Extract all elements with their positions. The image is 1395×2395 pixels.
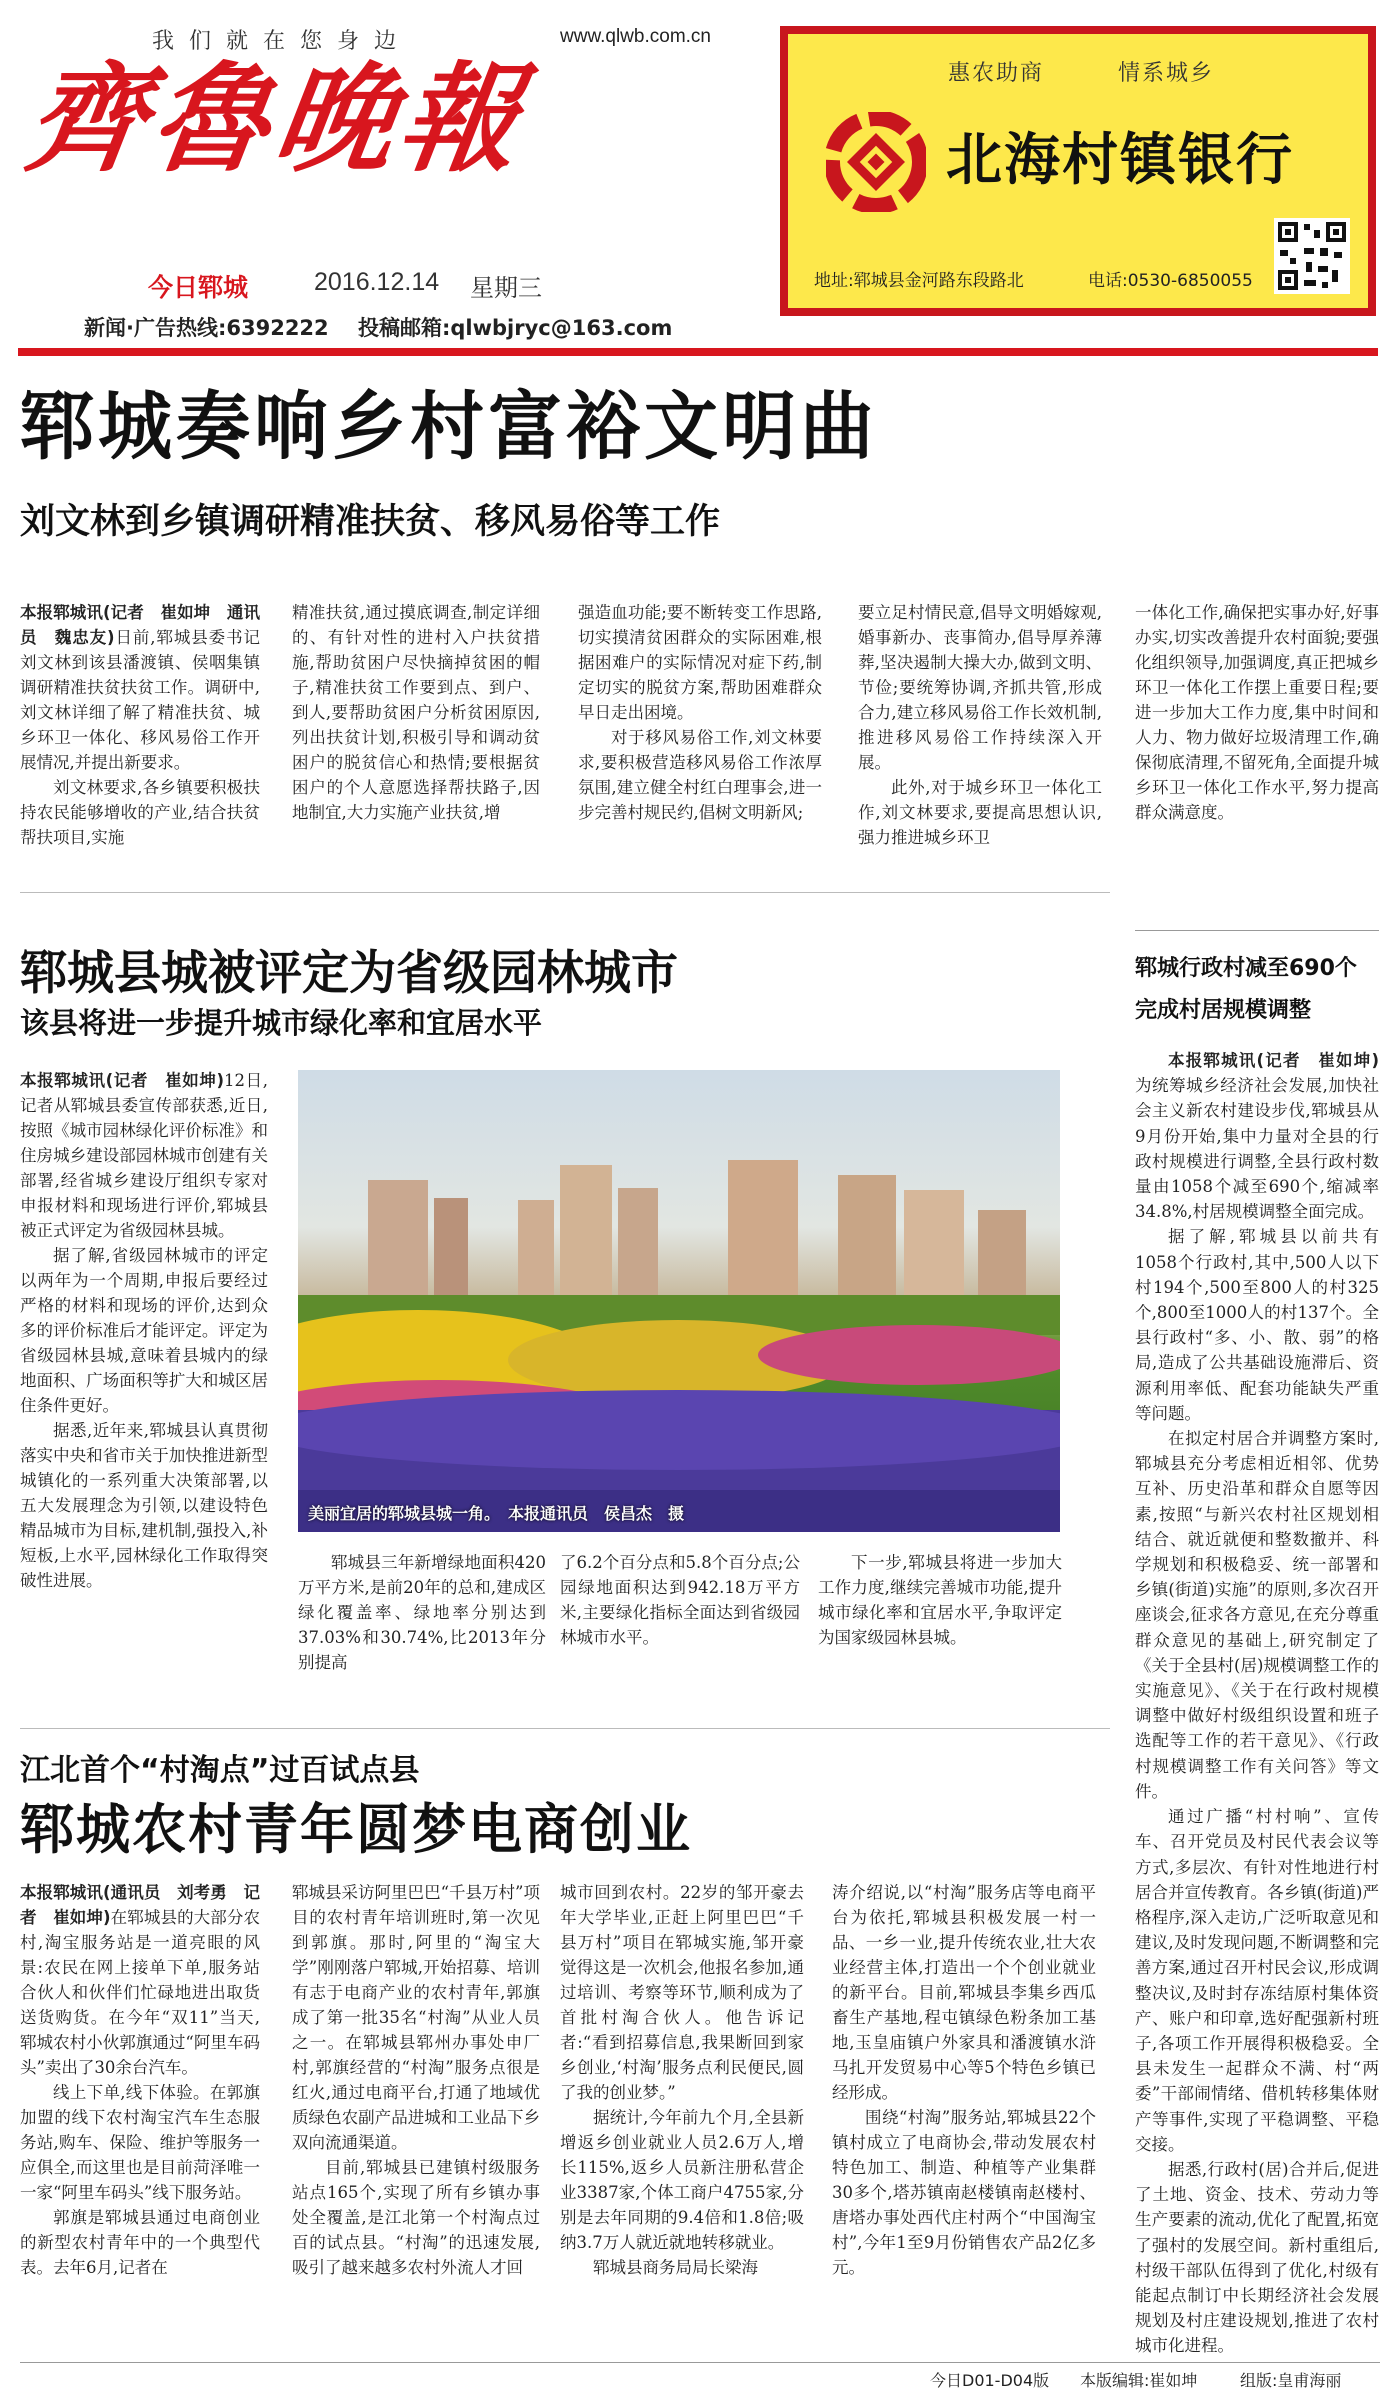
ad-address: 地址:郓城县金河路东段路北 — [814, 271, 1024, 291]
garden-subhead: 该县将进一步提升城市绿化率和宜居水平 — [20, 1006, 543, 1040]
footer-editor: 本版编辑:崔如坤 — [1080, 2371, 1198, 2390]
issue-date: 2016.12.14 — [314, 268, 440, 296]
bank-name: 北海村镇银行 — [946, 128, 1294, 193]
lead-col-3 — [578, 600, 822, 870]
ecommerce-text: 郓城县商务局局长梁海 — [593, 2258, 758, 2277]
ecommerce-byline: 本报郓城讯(通讯员 刘考勇 记者 崔如坤) — [20, 1883, 260, 1927]
ecommerce-text: 城市回到农村。22岁的邹开豪去年大学毕业,正赶上阿里巴巴“千县万村”项目在郓城实施,邹开豪觉得这是一次机会,他报名参加,通过培训、考察等环节,顺利成为了首批村淘合伙人。他告诉记者:“看到招募信息,我果断回到家乡创业,‘村淘’服务点利民便民,圆了我的创业梦。” — [560, 1883, 804, 2102]
news-hotline: 新闻·广告热线:6392222 — [84, 316, 329, 340]
garden-col-4 — [818, 1550, 1062, 1700]
ecommerce-col-4 — [832, 1880, 1096, 2352]
qr-code-icon[interactable] — [1274, 218, 1350, 294]
lead-subhead: 刘文林到乡镇调研精准扶贫、移风易俗等工作 — [20, 502, 721, 542]
garden-text: 据悉,近年来,郓城县认真贯彻落实中央和省市关于加快推进新型城镇化的一系列重大决策部署,以五大发展理念为引领,以建设特色精品城市为目标,建机制,强投入,补短板,上水平,园林绿化工作取得突破性进展。 — [20, 1421, 268, 1590]
sidebar-text: 据了解,郓城县以前共有1058个行政村,其中,500人以下村194个,500至800人的村325个,800至1000人的村137个。全县行政村“多、小、散、弱”的格局,造成了公共基础设施滞后、资源利用率低、配套功能缺失严重等问题。 — [1135, 1227, 1379, 1423]
lead-text: 此外,对于城乡环卫一体化工作,刘文林要求,要提高思想认识,强力推进城乡环卫 — [858, 778, 1102, 847]
garden-col-2 — [298, 1550, 546, 1700]
ecommerce-text: 线上下单,线下体验。在郭旗加盟的线下农村淘宝汽车生态服务站,购车、保险、维护等服务一应俱全,而这里也是目前菏泽唯一一家“阿里车码头”线下服务站。 — [20, 2083, 260, 2202]
footer-layout: 组版:皇甫海丽 — [1240, 2371, 1342, 2390]
sidebar-text: 通过广播“村村响”、宣传车、召开党员及村民代表会议等方式,多层次、有针对性地进行村居合并宣传教育。各乡镇(街道)严格程序,深入走访,广泛听取意见和建议,及时发现问题,不断调整和完善方案,通过召开村民会议,形成调整决议,及时封存冻结原村集体资产、账户和印章,选好配强新村班子,各项工作开展得积极稳妥。全县未发生一起群众不满、村“两委”干部闹情绪、借机转移集体财产等事件,实现了平稳调整、平稳交接。 — [1135, 1807, 1379, 2154]
ad-phone: 电话:0530-6850055 — [1088, 271, 1253, 291]
ecommerce-text: 据统计,今年前九个月,全县新增返乡创业就业人员2.6万人,增长115%,返乡人员新注册私营企业3387家,个体工商户4755家,分别是去年同期的9.4倍和1.8倍;吸纳3.7万人就近就地转移就业。 — [560, 2108, 804, 2252]
ecommerce-text: 郓城县采访阿里巴巴“千县万村”项目的农村青年培训班时,第一次见到郭旗。那时,阿里的“淘宝大学”刚刚落户郓城,开始招募、培训有志于电商产业的农村青年,郭旗成了第一批35名“村淘”从业人员之一。在郓城县郓州办事处申厂村,郭旗经营的“村淘”服务点很是红火,通过电商平台,打通了地域优质绿色农副产品进城和工业品下乡双向流通渠道。 — [292, 1883, 540, 2152]
ad-slogan-left: 惠农助商 — [948, 61, 1045, 86]
ecommerce-kicker: 江北首个“村淘点”过百试点县 — [20, 1753, 420, 1788]
masthead-website[interactable]: www.qlwb.com.cn — [560, 26, 711, 47]
lead-text: 日前,郓城县委书记刘文林到该县潘渡镇、侯咽集镇调研精准扶贫扶贫工作。调研中,刘文林详细了解了精准扶贫、城乡环卫一体化、移风易俗工作开展情况,并提出新要求。 — [20, 628, 260, 772]
lead-text: 强造血功能;要不断转变工作思路,切实摸清贫困群众的实际困难,根据困难户的实际情况对症下药,制定切实的脱贫方案,帮助困难群众早日走出困境。 — [578, 603, 822, 722]
section-divider — [20, 1728, 1110, 1729]
lead-col-1 — [20, 600, 260, 870]
ecommerce-text: 目前,郓城县已建镇村级服务站点165个,实现了所有乡镇办事处全覆盖,是江北第一个村淘点过百的试点县。“村淘”的迅速发展,吸引了越来越多农村外流人才回 — [292, 2158, 540, 2277]
ecommerce-col-1 — [20, 1880, 260, 2352]
garden-col-3 — [560, 1550, 800, 1700]
lead-col-2 — [292, 600, 540, 870]
lead-byline: 本报郓城讯(记者 崔如坤 通讯员 魏忠友) — [20, 603, 260, 647]
photo-caption: 美丽宜居的郓城县城一角。 本报通讯员 侯昌杰 摄 — [308, 1504, 685, 1523]
sidebar-text: 在拟定村居合并调整方案时,郓城县充分考虑相近相邻、优势互补、历史沿革和群众自愿等因素,按照“与新兴农村社区规划相结合、就近就便和整数撤并、科学规划和积极稳妥、统一部署和乡镇(街道)实施”的原则,多次召开座谈会,征求各方意见,在充分尊重群众意见的基础上,研究制定了《关于全县村(居)规模调整工作的实施意见》、《关于在行政村规模调整中做好村级组织设置和班子选配等工作的若干意见》、《行政村规模调整工作有关问答》等文件。 — [1135, 1429, 1379, 1801]
submission-email[interactable]: 投稿邮箱:qlwbjryc@163.com — [358, 316, 673, 340]
garden-col-1 — [20, 1068, 268, 1698]
ad-slogan-right: 情系城乡 — [1118, 61, 1215, 86]
footer-rule — [20, 2362, 1380, 2363]
city-photo[interactable] — [298, 1070, 1060, 1532]
garden-text: 下一步,郓城县将进一步加大工作力度,继续完善城市功能,提升城市绿化率和宜居水平,争取评定为国家级园林县城。 — [818, 1553, 1062, 1647]
ecommerce-text: 在郓城县的大部分农村,淘宝服务站是一道亮眼的风景:农民在网上接单下单,服务站合伙人和伙伴们忙碌地进出取货送货购货。在今年“双11”当天,郓城农村小伙郭旗通过“阿里车码头”卖出了30余台汽车。 — [20, 1908, 260, 2077]
garden-text: 12日,记者从郓城县委宣传部获悉,近日,按照《城市园林绿化评价标准》和住房城乡建设部园林城市创建有关部署,经省城乡建设厅组织专家对申报材料和现场进行评价,郓城县被正式评定为省级园林县城。 — [20, 1071, 268, 1240]
ecommerce-col-3 — [560, 1880, 804, 2352]
masthead-slogan: 我们就在您身边 — [152, 29, 412, 54]
city-photo-drawing — [298, 1070, 1060, 1532]
garden-byline: 本报郓城讯(记者 崔如坤) — [20, 1071, 225, 1090]
bank-logo-icon — [826, 112, 926, 212]
ecommerce-text: 围绕“村淘”服务站,郓城县22个镇村成立了电商协会,带动发展农村特色加工、制造、种植等产业集群30多个,塔苏镇南赵楼镇南赵楼村、唐塔办事处西代庄村两个“中国淘宝村”,今年1至9月份销售农产品2亿多元。 — [832, 2108, 1096, 2277]
garden-text: 了6.2个百分点和5.8个百分点;公园绿地面积达到942.18万平方米,主要绿化指标全面达到省级园林城市水平。 — [560, 1553, 800, 1647]
bank-ad-inner — [788, 34, 1368, 308]
lead-col-4 — [858, 600, 1102, 870]
garden-text: 郓城县三年新增绿地面积420万平方米,是前20年的总和,建成区绿化覆盖率、绿地率分别达到37.03%和30.74%,比2013年分别提高 — [298, 1553, 546, 1672]
ecommerce-col-2 — [292, 1880, 540, 2352]
ecommerce-headline: 郓城农村青年圆梦电商创业 — [20, 1798, 692, 1861]
section-divider — [20, 892, 1110, 893]
lead-text: 刘文林要求,各乡镇要积极扶持农民能够增收的产业,结合扶贫帮扶项目,实施 — [20, 778, 260, 847]
sidebar-headline-2: 完成村居规模调整 — [1135, 998, 1312, 1023]
ecommerce-text: 郭旗是郓城县通过电商创业的新型农村青年中的一个典型代表。去年6月,记者在 — [20, 2208, 260, 2277]
issue-weekday: 星期三 — [470, 274, 542, 302]
lead-col-5 — [1135, 600, 1379, 870]
lead-text: 一体化工作,确保把实事办好,好事办实,切实改善提升农村面貌;要强化组织领导,加强调度,真正把城乡环卫一体化工作摆上重要日程;要进一步加大工作力度,集中时间和人力、物力做好垃圾清理工作,确保彻底清理,不留死角,全面提升城乡环卫一体化工作水平,努力提高群众满意度。 — [1135, 603, 1379, 822]
garden-headline: 郓城县城被评定为省级园林城市 — [20, 946, 678, 1001]
footer-pages: 今日D01-D04版 — [930, 2371, 1050, 2390]
masthead-rule — [18, 348, 1378, 356]
sidebar-text: 为统筹城乡经济社会发展,加快社会主义新农村建设步伐,郓城县从9月份开始,集中力量对全县的行政村规模进行调整,全县行政村数量由1058个减至690个,缩减率34.8%,村居规模调整全面完成。 — [1135, 1076, 1379, 1222]
lead-text: 要立足村情民意,倡导文明婚嫁观,婚事新办、丧事简办,倡导厚养薄葬,坚决遏制大操大办,做到文明、节俭;要统筹协调,齐抓共管,形成合力,建立移风易俗工作长效机制,推进移风易俗工作持续深入开展。 — [858, 603, 1102, 772]
lead-headline: 郓城奏响乡村富裕文明曲 — [20, 384, 878, 470]
lead-text: 对于移风易俗工作,刘文林要求,要积极营造移风易俗工作浓厚氛围,建立健全村红白理事会,进一步完善村规民约,倡树文明新风; — [578, 728, 822, 822]
edition-label: 今日郓城 — [148, 273, 249, 302]
bank-ad[interactable] — [780, 26, 1376, 316]
masthead-logo: 齊魯晚報 — [18, 49, 534, 188]
lead-text: 精准扶贫,通过摸底调查,制定详细的、有针对性的进村入户扶贫措施,帮助贫困户尽快摘掉贫困的帽子,精准扶贫工作要到点、到户、到人,要帮助贫困户分析贫困原因,列出扶贫计划,积极引导和调动贫困户的脱贫信心和热情;要根据贫困户的个人意愿选择帮扶路子,因地制宜,大力实施产业扶贫,增 — [292, 603, 540, 822]
garden-text: 据了解,省级园林城市的评定以两年为一个周期,申报后要经过严格的材料和现场的评价,达到众多的评价标准后才能评定。评定为省级园林县城,意味着县城内的绿地面积、广场面积等扩大和城区居住条件更好。 — [20, 1246, 268, 1415]
section-divider — [1135, 930, 1379, 931]
sidebar-text: 据悉,行政村(居)合并后,促进了土地、资金、技术、劳动力等生产要素的流动,优化了配置,拓宽了强村的发展空间。新村重组后,村级干部队伍得到了优化,村级有能起点制订中长期经济社会发展规划及村庄建设规划,推进了农村城市化进程。 — [1135, 2159, 1379, 2356]
ecommerce-text: 涛介绍说,以“村淘”服务店等电商平台为依托,郓城县积极发展一村一品、一乡一业,提升传统农业,壮大农业经营主体,打造出一个个创业就业的新平台。目前,郓城县李集乡西瓜畜生产基地,程屯镇绿色粉条加工基地,玉皇庙镇户外家具和潘渡镇水浒马扎开发贸易中心等5个特色乡镇已经形成。 — [832, 1883, 1096, 2102]
sidebar-body — [1135, 1048, 1379, 2358]
sidebar-headline-1: 郓城行政村减至690个 — [1135, 956, 1357, 981]
sidebar-byline: 本报郓城讯(记者 崔如坤) — [1168, 1051, 1379, 1070]
